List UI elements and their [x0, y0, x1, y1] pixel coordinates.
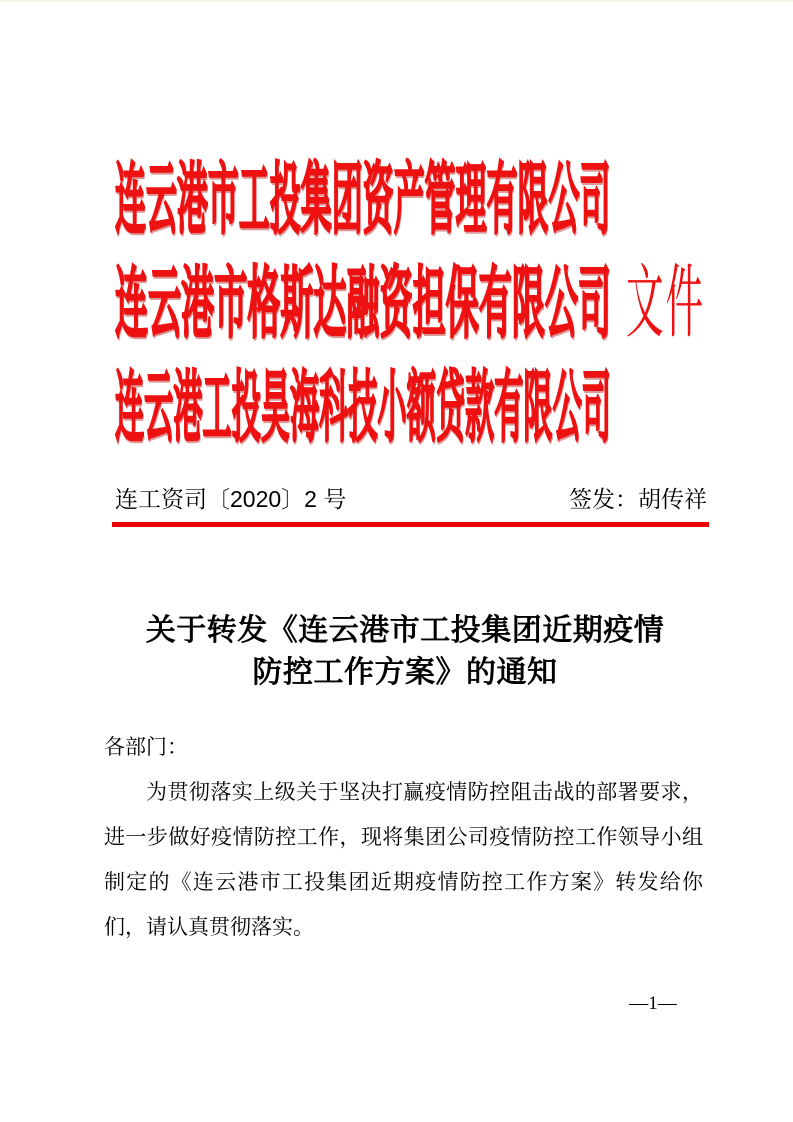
org-row-3: [115, 356, 793, 460]
org-row-1: [115, 148, 793, 252]
reference-row: [115, 485, 707, 513]
red-separator-rule: [112, 522, 709, 527]
document-title: [105, 610, 705, 694]
document-body: [104, 725, 703, 950]
document-type-label: 文件: [626, 260, 705, 348]
body-paragraph: 为贯彻落实上级关于坚决打赢疫情防控阻击战的部署要求，进一步做好疫情防控工作，现将集团公司疫情防控工作领导小组制定的《连云港市工投集团近期疫情防控工作方案》转发给你们，请认真贯彻落实。: [104, 781, 703, 939]
org-name-2: 连云港市格斯达融资担保有限公司: [115, 260, 612, 347]
signer: 签发：胡传祥: [569, 486, 707, 512]
document-number: 连工资司〔2020〕2 号: [115, 486, 347, 512]
page-number: —1—: [629, 993, 677, 1014]
document-title-line1: 关于转发《连云港市工投集团近期疫情: [145, 614, 665, 647]
org-name-1: 连云港市工投集团资产管理有限公司: [115, 156, 611, 243]
org-name-3: 连云港工投昊海科技小额贷款有限公司: [115, 364, 611, 451]
document-title-line2: 防控工作方案》的通知: [252, 656, 558, 689]
salutation: 各部门：: [104, 736, 188, 759]
